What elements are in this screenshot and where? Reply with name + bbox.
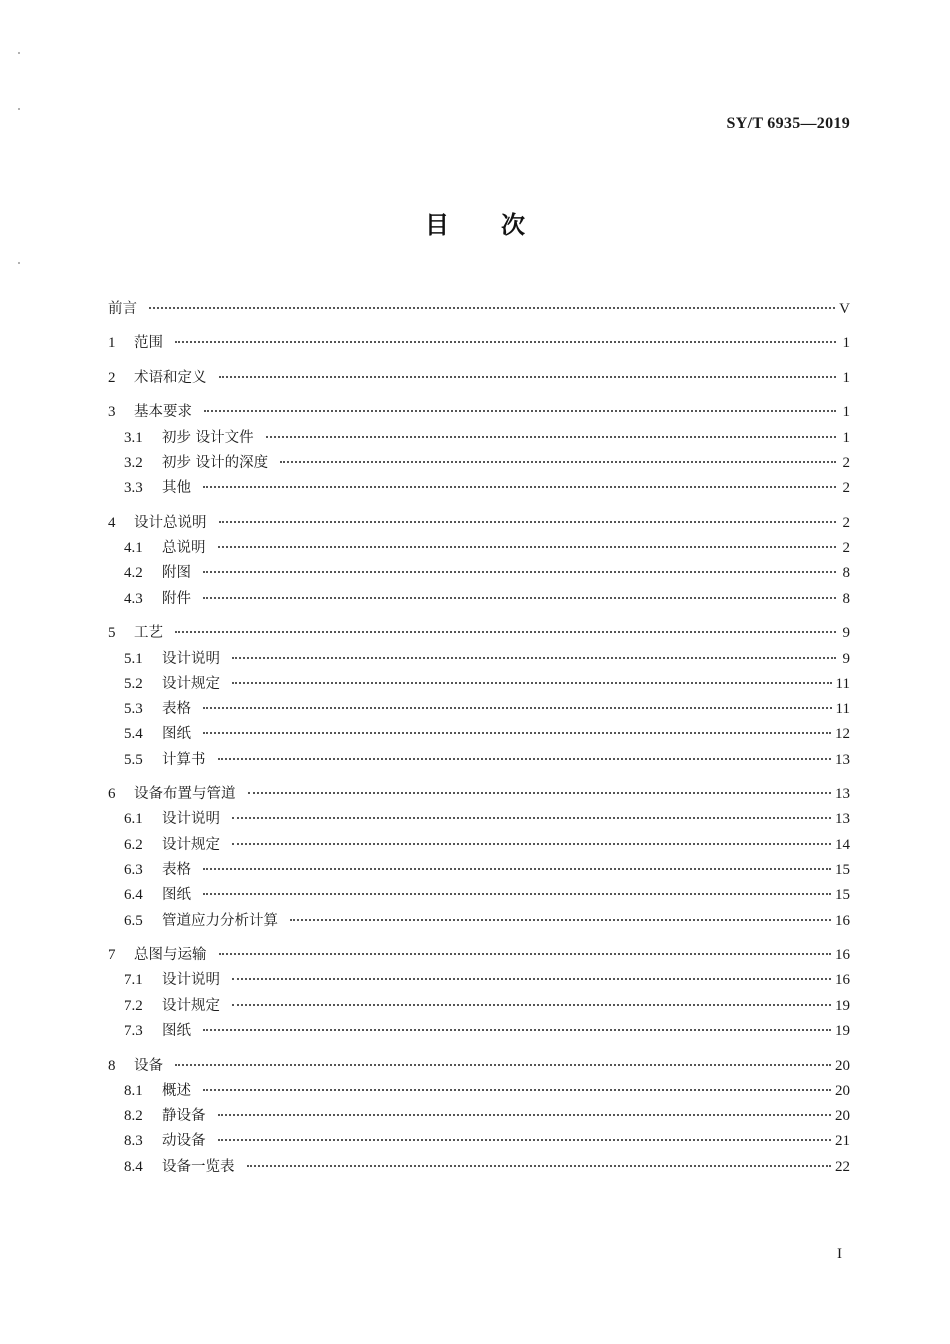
- toc-entry-label: 工艺: [134, 625, 163, 642]
- toc-entry-number: 4.3: [124, 590, 143, 607]
- toc-entry[interactable]: [108, 476, 850, 501]
- toc-entry-page: 13: [835, 811, 850, 828]
- toc-entry-number: 8.4: [124, 1158, 143, 1175]
- toc-entry-page: 2: [842, 480, 850, 497]
- table-of-contents: [108, 297, 850, 1180]
- toc-entry-page: 20: [835, 1108, 850, 1125]
- toc-entry-number: 3.1: [124, 429, 143, 446]
- toc-entry-page: 16: [835, 912, 850, 929]
- dot-leader: [232, 990, 831, 1006]
- toc-entry[interactable]: [108, 1155, 850, 1180]
- toc-entry[interactable]: [108, 297, 850, 322]
- toc-entry-number: 6: [108, 786, 116, 803]
- dot-leader: [218, 1100, 832, 1116]
- toc-entry-page: 15: [835, 887, 850, 904]
- toc-entry-page: 19: [835, 1023, 850, 1040]
- toc-entry-label: 设备一览表: [162, 1158, 235, 1175]
- toc-entry-label: 设计规定: [162, 997, 220, 1014]
- toc-entry-number: 8.1: [124, 1082, 143, 1099]
- toc-entry-number: 5.3: [124, 701, 143, 718]
- toc-entry-number: 6.2: [124, 836, 143, 853]
- toc-entry-label: 附图: [162, 565, 191, 582]
- dot-leader: [149, 293, 835, 309]
- dot-leader: [266, 422, 836, 438]
- dot-leader: [232, 964, 831, 980]
- toc-entry-label: 设备布置与管道: [134, 786, 236, 803]
- toc-entry-page: 2: [842, 514, 850, 531]
- toc-entry-page: 11: [835, 675, 850, 692]
- toc-entry-number: 5.4: [124, 726, 143, 743]
- toc-entry-page: 19: [835, 997, 850, 1014]
- toc-entry-number: 4.2: [124, 565, 143, 582]
- toc-entry-label: 设计规定: [162, 836, 220, 853]
- dot-leader: [280, 447, 836, 463]
- toc-entry-page: 16: [835, 972, 850, 989]
- toc-entry-page: 20: [835, 1082, 850, 1099]
- toc-entry-label: 计算书: [162, 751, 206, 768]
- toc-entry-page: 16: [835, 947, 850, 964]
- toc-entry[interactable]: [108, 587, 850, 612]
- toc-entry-label: 动设备: [162, 1133, 206, 1150]
- dot-leader: [203, 854, 831, 870]
- dot-leader: [232, 803, 831, 819]
- dot-leader: [248, 778, 832, 794]
- dot-leader: [232, 829, 831, 845]
- dot-leader: [218, 1125, 832, 1141]
- toc-entry-page: 13: [835, 786, 850, 803]
- toc-entry-page: 12: [835, 726, 850, 743]
- toc-entry-page: 1: [842, 369, 850, 386]
- dot-leader: [219, 507, 837, 523]
- dot-leader: [232, 668, 832, 684]
- toc-entry-label: 图纸: [162, 887, 191, 904]
- dot-leader: [175, 617, 836, 633]
- dot-leader: [247, 1151, 832, 1167]
- dot-leader: [203, 1075, 831, 1091]
- toc-entry-label: 附件: [162, 590, 191, 607]
- toc-entry-label: 总图与运输: [134, 947, 207, 964]
- toc-entry-number: 3.3: [124, 480, 143, 497]
- toc-entry-number: 6.3: [124, 862, 143, 879]
- toc-entry-page: 9: [842, 625, 850, 642]
- toc-entry-label: 静设备: [162, 1108, 206, 1125]
- toc-entry-number: 5.2: [124, 675, 143, 692]
- toc-entry-number: 7: [108, 947, 116, 964]
- toc-entry-number: 5.5: [124, 751, 143, 768]
- toc-entry-number: 8: [108, 1057, 116, 1074]
- toc-entry[interactable]: [108, 909, 850, 934]
- toc-entry[interactable]: [108, 1019, 850, 1044]
- toc-entry-label: 设计说明: [162, 650, 220, 667]
- toc-entry-page: 15: [835, 862, 850, 879]
- standard-number: SY/T 6935—2019: [726, 115, 850, 132]
- dot-leader: [203, 879, 831, 895]
- toc-entry-page: 2: [842, 455, 850, 472]
- toc-entry-label: 总说明: [162, 540, 206, 557]
- dot-leader: [203, 583, 836, 599]
- toc-entry-page: 1: [842, 404, 850, 421]
- toc-entry-number: 6.4: [124, 887, 143, 904]
- dot-leader: [203, 1015, 831, 1031]
- toc-entry-label: 术语和定义: [134, 369, 207, 386]
- toc-entry-label: 表格: [162, 862, 191, 879]
- toc-entry-label: 图纸: [162, 1023, 191, 1040]
- toc-entry-page: 1: [842, 429, 850, 446]
- toc-entry-label: 设计规定: [162, 675, 220, 692]
- toc-entry-label: 管道应力分析计算: [162, 912, 278, 929]
- dot-leader: [204, 396, 836, 412]
- toc-entry-page: 13: [835, 751, 850, 768]
- toc-entry-number: 6.1: [124, 811, 143, 828]
- toc-entry-number: 8.3: [124, 1133, 143, 1150]
- toc-entry-label: 表格: [162, 701, 191, 718]
- toc-entry-page: 1: [842, 335, 850, 352]
- toc-entry[interactable]: [108, 748, 850, 773]
- toc-entry-label: 图纸: [162, 726, 191, 743]
- toc-entry-number: 6.5: [124, 912, 143, 929]
- toc-entry-number: 4: [108, 514, 116, 531]
- toc-entry-page: 22: [835, 1158, 850, 1175]
- dot-leader: [218, 744, 832, 760]
- toc-entry-label: 前言: [108, 301, 137, 317]
- toc-entry-number: 3.2: [124, 455, 143, 472]
- toc-entry-label: 设计总说明: [134, 514, 207, 531]
- toc-entry-label: 设备: [134, 1057, 163, 1074]
- page-number: I: [837, 1246, 842, 1262]
- dot-leader: [203, 557, 836, 573]
- toc-entry-page: 20: [835, 1057, 850, 1074]
- toc-entry-number: 5.1: [124, 650, 143, 667]
- toc-entry-label: 初步 设计的深度: [162, 455, 269, 472]
- toc-entry-number: 7.1: [124, 972, 143, 989]
- toc-entry-number: 3: [108, 404, 116, 421]
- page-title: 目次: [425, 211, 577, 239]
- toc-entry-page: 2: [842, 540, 850, 557]
- dot-leader: [203, 718, 831, 734]
- toc-entry-label: 初步 设计文件: [162, 429, 254, 446]
- dot-leader: [232, 643, 836, 659]
- toc-entry[interactable]: [108, 366, 850, 391]
- toc-entry-number: 4.1: [124, 540, 143, 557]
- scan-speck: [18, 52, 20, 54]
- dot-leader: [219, 362, 837, 378]
- toc-entry-label: 其他: [162, 480, 191, 497]
- toc-entry-page: 8: [842, 565, 850, 582]
- toc-entry-number: 7.2: [124, 997, 143, 1014]
- dot-leader: [203, 693, 832, 709]
- dot-leader: [219, 939, 832, 955]
- toc-entry-page: 8: [842, 590, 850, 607]
- scan-speck: [18, 262, 20, 264]
- dot-leader: [175, 1050, 831, 1066]
- toc-entry-number: 8.2: [124, 1108, 143, 1125]
- toc-entry-number: 1: [108, 335, 116, 352]
- dot-leader: [290, 905, 831, 921]
- toc-entry-page: 21: [835, 1133, 850, 1150]
- dot-leader: [175, 327, 836, 343]
- toc-entry[interactable]: [108, 331, 850, 356]
- toc-entry-label: 概述: [162, 1082, 191, 1099]
- toc-entry-label: 基本要求: [134, 404, 192, 421]
- toc-entry-number: 5: [108, 625, 116, 642]
- toc-entry-page: V: [839, 301, 850, 317]
- dot-leader: [218, 532, 837, 548]
- toc-entry-page: 11: [835, 701, 850, 718]
- dot-leader: [203, 472, 836, 488]
- scan-speck: [18, 108, 20, 110]
- toc-entry-label: 设计说明: [162, 972, 220, 989]
- toc-entry-page: 14: [835, 836, 850, 853]
- toc-entry-page: 9: [842, 650, 850, 667]
- toc-entry-label: 设计说明: [162, 811, 220, 828]
- toc-entry-label: 范围: [134, 335, 163, 352]
- toc-entry-number: 7.3: [124, 1023, 143, 1040]
- toc-entry-number: 2: [108, 369, 116, 386]
